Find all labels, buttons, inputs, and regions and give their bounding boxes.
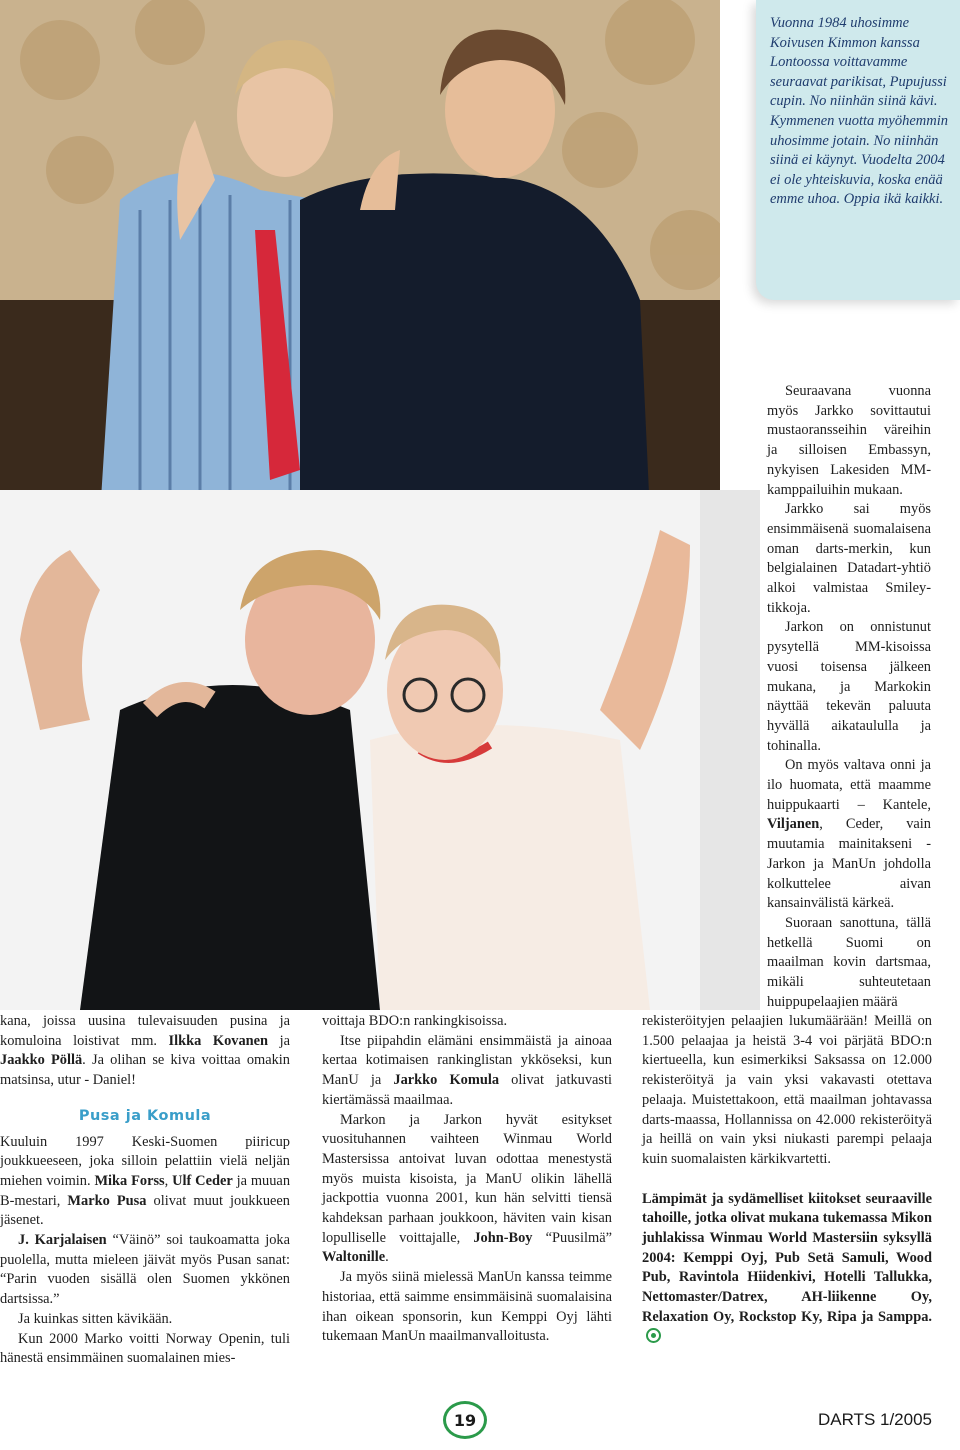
right-paragraph-5a: Suoraan sanottuna, tällä hetkellä Suomi on maailman kovin dartsmaa, mikäli suhteutetaan huippupelaajien määrä (767, 914, 931, 1010)
thanks-paragraph: Lämpimät ja sydämelliset kiitokset seuraaville tahoille, jotka olivat mukana tukemassa Mikon juhlakissa Winmau World Mastersiin syksyllä 2004: Kemppi Oyj, Pub Setä Samuli, Wood Pub, Ravintola Hiidenkivi, Hotelli Tallukka, Nettomaster/Datrex, AH-liikenne Oy, Relaxation Oy, Rockstop Ky, Ripa ja Samppa. (642, 1190, 932, 1348)
left-paragraph-3: J. Karjalaisen “Väinö” soi taukoamatta joka puolella, mutta mieleen jäivät myös Pusan sanat: “Parin vuoden sisällä olen Suomen ykkönen dartsissa.” (0, 1232, 290, 1308)
right-paragraph-3: Jarkon on onnistunut pysytellä MM-kisoissa vuosi toisensa jälkeen mukana, ja Markokin näyttää tekevän paluuta hyvällä aikataululla ja tohinalla. (767, 619, 931, 754)
left-column (0, 1012, 290, 1369)
page-number: 19 (443, 1401, 487, 1439)
photo-top (0, 0, 720, 515)
middle-paragraph-4: Ja myös siinä mielessä ManUn kanssa teimme historiaa, että saimme ensimmäisinä suomalaisina ihan oikean sponsorin, kun Kemppi Oyj lähti tukemaan ManUn maailmanvalloitusta. (322, 1269, 612, 1345)
right-paragraph-5b: rekisteröityjen pelaajien lukumäärään! Meillä on 1.500 pelaajaa ja heistä 3-4 voi pärjätä BDO:n kiertueella, kun esimerkiksi Saksassa on 12.000 rekisteröityä ja vain yksi vakavasti otettava pelaaja. Muistettakoon, että maailman johtavassa darts-maassa, Hollannissa on 42.000 rekisteröityä ja heillä on vain yksi niukasti parempi pelaaja kuin suomalaisten kärkikvartetti. (642, 1013, 932, 1167)
section-heading: Pusa ja Komula (78, 1107, 212, 1124)
middle-paragraph-2: Itse piipahdin elämäni ensimmäistä ja ainoaa kertaa kotimaisen rankinglistan ykköseksi, kun ManU ja Jarkko Komula olivat jatkuvasti kiertämässä maailmaa. (322, 1032, 613, 1108)
left-paragraph-4: Ja kuinkas sitten kävikään. (18, 1310, 173, 1327)
right-column-lower (642, 1012, 932, 1347)
middle-paragraph-3: Markon ja Jarkon hyvät esitykset vuosituhannen vaihteen Winmau World Mastersissa antoivat luvan odottaa menestystä myös muista kisoista, ja ManU olikin lähellä jackpottia vuonna 2001, kun hän selvitti tiensä kahdeksan parhaan joukkoon, häviten vain kisan lopulliselle voittajalle, John-Boy “Puusilmä” Waltonille. (322, 1111, 612, 1266)
left-paragraph-5: Kun 2000 Marko voitti Norway Openin, tuli hänestä ensimmäinen suomalainen mies- (0, 1330, 290, 1367)
right-column-upper (767, 382, 931, 1013)
middle-column (322, 1012, 612, 1347)
end-mark-icon (646, 1328, 661, 1343)
right-paragraph-1: Seuraavana vuonna myös Jarkko sovittautui mustaoransseihin väreihin ja silloisen Embassyn, nykyisen Lakesiden MM-kamppailuihin mukaan. (767, 383, 931, 498)
name-viljanen: Viljanen (767, 816, 820, 833)
photo-bottom (0, 490, 760, 1010)
left-paragraph-1: kana, joissa uusina tulevaisuuden pusina ja komuloina loistivat mm. Ilkka Kovanen ja Jaakko Pöllä. Ja olihan se kiva voittaa omakin matsinsa, utur - Daniel! (0, 1013, 291, 1089)
left-paragraph-2: Kuuluin 1997 Keski-Suomen piiricup joukkueeseen, joka silloin pelattiin vielä neljän miehen voimin. Mika Forss, Ulf Ceder ja muuan B-mestari, Marko Pusa olivat muut joukkueen jäsenet. (0, 1133, 291, 1229)
right-paragraph-4: On myös valtava onni ja ilo huomata, että maamme huippukaarti – Kantele, Viljanen, Ceder, vain muutamia mainitakseni - Jarkon ja ManUn johdolla kolkuttelee aivan kansainvälistä kärkeä. (767, 757, 931, 912)
middle-paragraph-1: voittaja BDO:n rankingkisoissa. (322, 1013, 508, 1029)
photo-caption: Vuonna 1984 uhosimme Koivusen Kimmon kanssa Lontoossa voittavamme seuraavat parikisat, Pupujussi cupin. No niinhän siinä kävi. Kymmenen vuotta myöhemmin uhosimme jotain. No niinhän siinä ei käynyt. Vuodelta 2004 ei ole yhteiskuvia, koska enää emme uhoa. Oppia ikä kaikki. (770, 15, 948, 208)
right-paragraph-2: Jarkko sai myös ensimmäisenä suomalaisena oman darts-merkin, kun belgialainen Datadart-yhtiö alkoi valmistaa Smiley-tikkoja. (767, 501, 931, 616)
magazine-issue: DARTS 1/2005 (817, 1410, 932, 1429)
photo-caption-box (756, 0, 960, 300)
